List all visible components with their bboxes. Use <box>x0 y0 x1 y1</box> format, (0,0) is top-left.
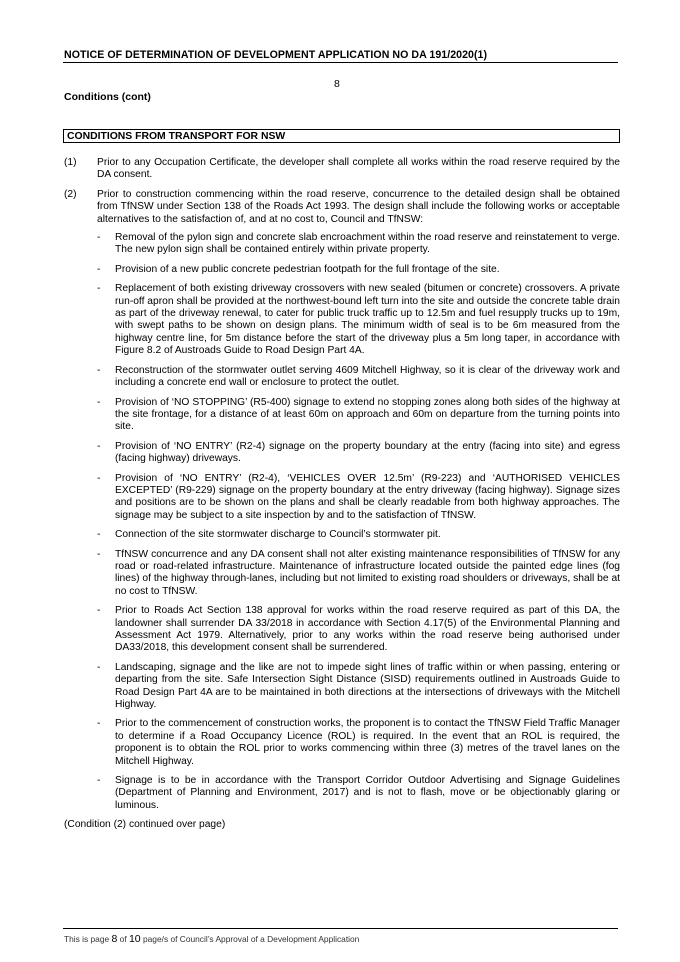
condition-text: Prior to construction commencing within the road reserve, concurrence to the detailed design shall be obtained from TfNSW under Section 138 of the Roads Act 1993. The design shall include the following works or acceptable alternatives to the satisfaction of, and at no cost to, Council and TfNSW: <box>97 188 620 225</box>
bullet-text: Signage is to be in accordance with the Transport Corridor Outdoor Advertising and Signage Guidelines (Department of Planning and Environment, 2017) and is not to flash, move or be objectionably glaring or luminous. <box>115 775 620 811</box>
bullet-dash: - <box>97 529 101 541</box>
footer-page: 8 <box>111 933 118 945</box>
condition-item <box>64 157 620 182</box>
conditions-continued-heading: Conditions (cont) <box>64 91 151 103</box>
page-footer <box>64 933 359 945</box>
condition-bullet-item <box>97 473 620 523</box>
bullet-text: TfNSW concurrence and any DA consent shall not alter existing maintenance responsibilities of TfNSW for any road or road-related infrastructure. Maintenance of infrastructure located outside the painted edge lines (fog lines) of the highway through-lanes, including but not limited to existing road shoulders or driveways, shall be at no cost to TfNSW. <box>115 548 620 597</box>
bullet-dash: - <box>97 283 101 295</box>
footer-total: 10 <box>128 933 141 945</box>
bullet-text: Provision of ‘NO ENTRY’ (R2-4), ‘VEHICLES OVER 12.5m’ (R9-223) and ‘AUTHORISED VEHICLES EXCEPTED’ (R9-229) signage on the property boundary at the entry driveway (facing highway). Signage sizes and positions are to be shown on the plans and shall be clearly readable from both highway approaches. The signage may be subject to a site inspection by and to the satisfaction of TfNSW. <box>115 472 620 521</box>
bullet-dash: - <box>97 232 101 244</box>
bullet-text: Landscaping, signage and the like are not to impede sight lines of traffic within or when passing, entering or departing from the site. Safe Intersection Sight Distance (SISD) requirements outlined in Austroads Guide to Road Design Part 4A are to be maintained in both directions at the intersections of driveways with the Mitchell Highway. <box>115 661 620 711</box>
footer-of: of <box>117 934 129 944</box>
condition-bullet-item <box>97 775 620 812</box>
bullet-dash: - <box>97 396 101 408</box>
bullet-dash: - <box>97 775 101 787</box>
condition-bullet-item <box>97 662 620 712</box>
page-number: 8 <box>334 78 340 90</box>
bullet-text: Prior to the commencement of construction works, the proponent is to contact the TfNSW Field Traffic Manager to determine if a Road Occupancy Licence (ROL) is required. In the event that an ROL is required, the proponent is to obtain the ROL prior to works commencing within three (3) metres of the travel lanes on the Mitchell Highway. <box>115 718 620 767</box>
bullet-text: Prior to Roads Act Section 138 approval for works within the road reserve required as part of this DA, the landowner shall surrender DA 33/2018 in accordance with Section 4.17(5) of the Environmental Planning and Assessment Act 1979. Alternatively, prior to any works within the road reserve being authorised under DA33/2018, this development consent shall be surrendered. <box>115 605 620 654</box>
condition-bullet-item <box>97 441 620 466</box>
header-divider <box>63 62 618 63</box>
condition-bullet-item <box>97 283 620 357</box>
section-heading-box <box>63 129 620 143</box>
document-header-title: NOTICE OF DETERMINATION OF DEVELOPMENT APPLICATION NO DA 191/2020(1) <box>64 49 488 61</box>
footer-prefix: This is page <box>64 934 112 944</box>
bullet-dash: - <box>97 263 101 275</box>
bullet-dash: - <box>97 548 101 560</box>
bullet-text: Provision of ‘NO STOPPING’ (R5-400) signage to extend no stopping zones along both sides of the highway at the site frontage, for a distance of at least 60m on approach and 60m on departure from the turning points into site. <box>115 396 620 433</box>
condition-number: (1) <box>64 157 77 168</box>
conditions-list <box>64 157 620 832</box>
condition-bullet-item <box>97 397 620 434</box>
bullet-dash: - <box>97 605 101 617</box>
condition-bullet-item <box>97 718 620 768</box>
condition-bullet-item <box>97 232 620 257</box>
bullet-dash: - <box>97 718 101 730</box>
bullet-text: Reconstruction of the stormwater outlet serving 4609 Mitchell Highway, so it is clear of the driveway work and including a concrete end wall or enclosure to protect the outlet. <box>115 364 620 389</box>
condition-body <box>97 189 620 812</box>
bullet-text: Provision of a new public concrete pedestrian footpath for the full frontage of the site. <box>115 263 500 275</box>
condition-bullet-item <box>97 549 620 599</box>
condition-bullet-item <box>97 264 620 276</box>
bullet-text: Provision of ‘NO ENTRY’ (R2-4) signage on the property boundary at the entry (facing into site) and egress (facing highway) driveways. <box>115 440 620 465</box>
condition-bullet-item <box>97 605 620 655</box>
bullet-text: Connection of the site stormwater discharge to Council’s stormwater pit. <box>115 529 441 541</box>
bullet-dash: - <box>97 472 101 484</box>
condition-bullet-item <box>97 365 620 390</box>
section-heading: CONDITIONS FROM TRANSPORT FOR NSW <box>67 131 286 142</box>
condition-bullet-list <box>97 232 620 812</box>
bullet-dash: - <box>97 661 101 673</box>
continued-note: (Condition (2) continued over page) <box>64 819 226 831</box>
condition-text: Prior to any Occupation Certificate, the developer shall complete all works within the road reserve required by the DA consent. <box>97 157 620 181</box>
condition-number: (2) <box>64 188 77 200</box>
bullet-text: Removal of the pylon sign and concrete slab encroachment within the road reserve and reinstatement to verge. The new pylon sign shall be contained entirely within private property. <box>115 232 620 256</box>
footer-divider <box>63 928 618 929</box>
footer-suffix: page/s of Council’s Approval of a Development Application <box>140 934 360 944</box>
bullet-dash: - <box>97 440 101 452</box>
bullet-text: Replacement of both existing driveway crossovers with new sealed (bitumen or concrete) crossovers. A private run-off apron shall be provided at the northwest-bound left turn into the site and outside the concrete table drain as part of the driveway renewal, to cater for public truck traffic up to 12.5m and fuel resupply trucks up to 19m, with swept paths to be shown on design plans. The minimum width of seal is to be 6m measured from the highway centre line, for 5m distance before the start of the driveway plus a 5m long taper, in accordance with Figure 8.2 of Austroads Guide to Road Design Part 4A. <box>115 283 620 357</box>
condition-bullet-item <box>97 529 620 541</box>
bullet-dash: - <box>97 364 101 376</box>
condition-item <box>64 189 620 812</box>
